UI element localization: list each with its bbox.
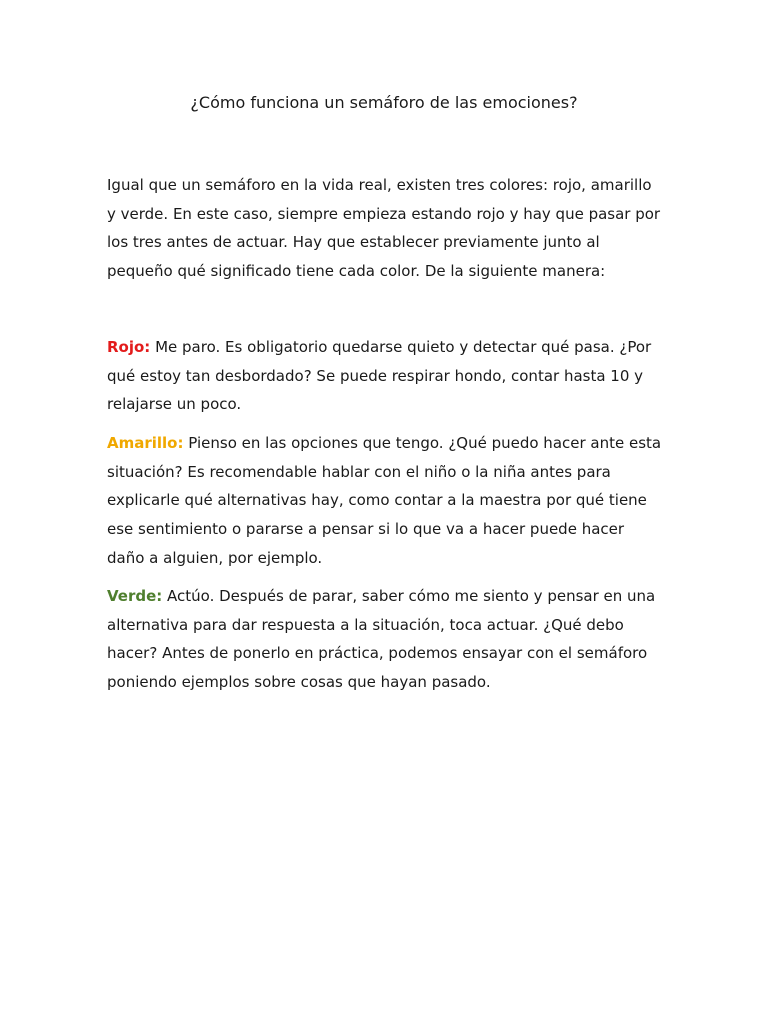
rojo-label: Rojo: (107, 338, 151, 356)
rojo-text: Me paro. Es obligatorio quedarse quieto y detectar qué pasa. ¿Por qué estoy tan desbordado? Se puede respirar hondo, contar hasta 10 y relajarse un poco. (107, 338, 652, 414)
intro-paragraph: Igual que un semáforo en la vida real, existen tres colores: rojo, amarillo y verde. En este caso, siempre empieza estando rojo y hay que pasar por los tres antes de actuar. Hay que establecer previamente junto al pequeño qué significado tiene cada color. De la siguiente manera: (107, 176, 661, 281)
amarillo-text: Pienso en las opciones que tengo. ¿Qué puedo hacer ante esta situación? Es recomendable hablar con el niño o la niña antes para explicarle qué alternativas hay, como contar a la maestra por qué tiene ese sentimiento o pararse a pensar si lo que va a hacer puede hacer daño a alguien, por ejemplo. (107, 434, 662, 567)
verde-text: Actúo. Después de parar, saber cómo me siento y pensar en una alternativa para dar respuesta a la situación, toca actuar. ¿Qué debo hacer? Antes de ponerlo en práctica, podemos ensayar con el semáforo poniendo ejemplos sobre cosas que hayan pasado. (107, 587, 656, 692)
amarillo-label: Amarillo: (107, 434, 184, 452)
verde-paragraph (107, 582, 663, 697)
rojo-paragraph (107, 333, 663, 419)
amarillo-paragraph (107, 429, 663, 573)
page-title: ¿Cómo funciona un semáforo de las emociones? (190, 93, 578, 112)
verde-label: Verde: (107, 587, 163, 605)
